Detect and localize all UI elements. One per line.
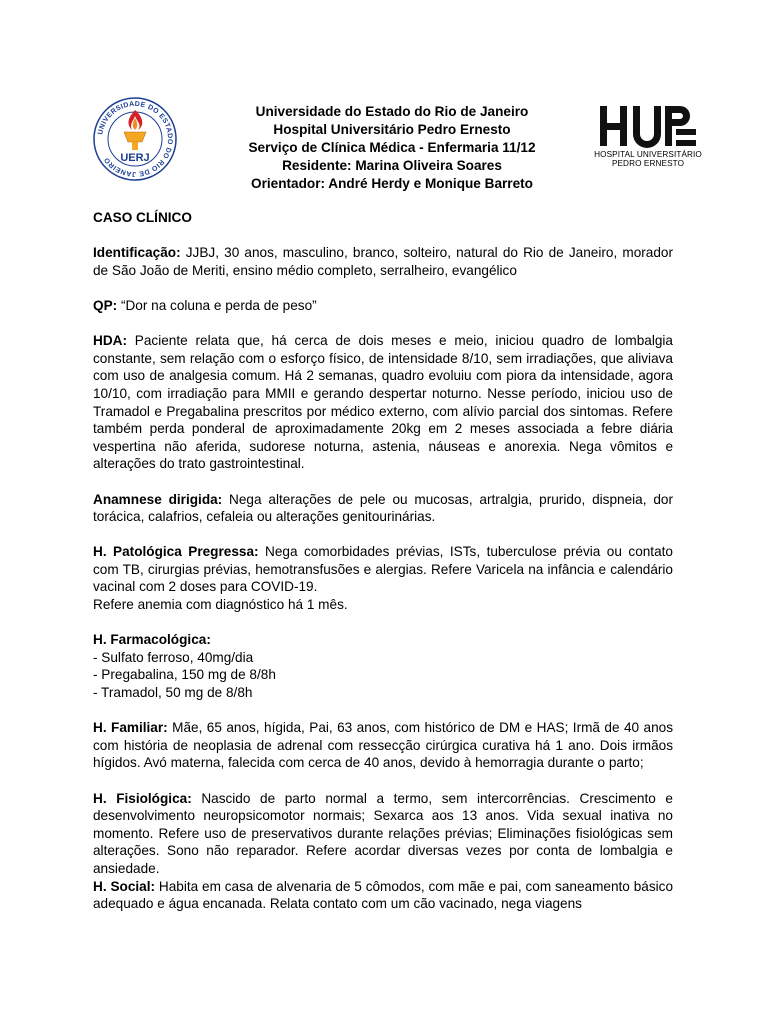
med-item: - Pregabalina, 150 mg de 8/8h: [93, 667, 276, 683]
section-identificacao: Identificação: JJBJ, 30 anos, masculino, branco, solteiro, natural do Rio de Janeiro, morador de São João de Meriti, ensino médio completo, serralheiro, evangélico: [93, 245, 673, 278]
header-line-university: Universidade do Estado do Rio de Janeiro: [255, 104, 529, 119]
hupe-caption: HOSPITAL UNIVERSITÁRIO PEDRO ERNESTO: [594, 150, 702, 169]
section-hpp: H. Patológica Pregressa: Nega comorbidades prévias, ISTs, tuberculose prévia ou contato com TB, cirurgias prévias, hemotransfusões e alergias. Refere Varicela na infância e calendário vacinal com 2 doses para COVID-19.: [93, 544, 673, 595]
uerj-logo: [92, 96, 178, 182]
hupe-wordmark: [600, 104, 696, 148]
section-qp: QP: “Dor na coluna e perda de peso”: [93, 297, 317, 313]
header-line-service: Serviço de Clínica Médica - Enfermaria 11/12: [248, 140, 536, 155]
case-content: [93, 209, 673, 913]
institution-header: [200, 103, 584, 193]
section-familiar: H. Familiar: Mãe, 65 anos, hígida, Pai, 63 anos, com histórico de DM e HAS; Irmã de 40 anos com história de neoplasia de adrenal com ressecção cirúrgica curativa há 1 ano. Dois irmãos hígidos. Avó materna, falecida com cerca de 40 anos, devido à hemorragia durante o parto;: [93, 720, 673, 771]
header-line-resident: Residente: Marina Oliveira Soares: [282, 158, 502, 173]
header-line-advisor: Orientador: André Herdy e Monique Barreto: [251, 176, 533, 191]
med-item: - Tramadol, 50 mg de 8/8h: [93, 685, 253, 701]
section-anamnese: Anamnese dirigida: Nega alterações de pele ou mucosas, artralgia, prurido, dispneia, dor torácica, calafrios, cefaleia ou alterações genitourinárias.: [93, 491, 673, 525]
section-hda: HDA: Paciente relata que, há cerca de dois meses e meio, iniciou quadro de lombalgia constante, sem relação com o esforço físico, de intensidade 8/10, sem irradiações, que aliviava com uso de analgesia comum. Há 2 semanas, quadro evoluiu com piora da intensidade, agora 10/10, com irradiação para MMII e gerando despertar noturno. Nesse período, iniciou uso de Tramadol e Pregabalina prescritos por médico externo, com alívio parcial dos sintomas. Refere também perda ponderal de aproximadamente 20kg em 2 meses associada a febre diária vespertina não aferida, sudorese noturna, astenia, náuseas e anorexia. Nega vômitos e alterações do trato gastrointestinal.: [93, 333, 673, 472]
section-fisiologica: H. Fisiológica: Nascido de parto normal a termo, sem intercorrências. Crescimento e desenvolvimento neuropsicomotor normais; Sexarca aos 13 anos. Vida sexual inativa no momento. Refere uso de preservativos durante relações prévias; Eliminações fisiológicas sem alterações. Sono não reparador. Refere acordar diversas vezes por conta de lombalgia e ansiedade.: [93, 790, 673, 876]
svg-text:UERJ: UERJ: [120, 152, 150, 164]
section-farmaco-label: H. Farmacológica:: [93, 632, 211, 648]
med-item: - Sulfato ferroso, 40mg/dia: [93, 649, 254, 665]
case-heading: CASO CLÍNICO: [93, 210, 192, 225]
section-hpp-anemia: Refere anemia com diagnóstico há 1 mês.: [93, 597, 348, 613]
section-social: H. Social: Habita em casa de alvenaria de 5 cômodos, com mãe e pai, com saneamento básico adequado e água encanada. Relata contato com um cão vacinado, nega viagens: [93, 878, 674, 912]
hupe-logo: [592, 104, 704, 168]
header-line-hospital: Hospital Universitário Pedro Ernesto: [273, 122, 511, 137]
svg-text:UNIVERSIDADE DO ESTADO DO RIO: UNIVERSIDADE DO ESTADO DO RIO DE JANEIRO: [97, 100, 174, 178]
